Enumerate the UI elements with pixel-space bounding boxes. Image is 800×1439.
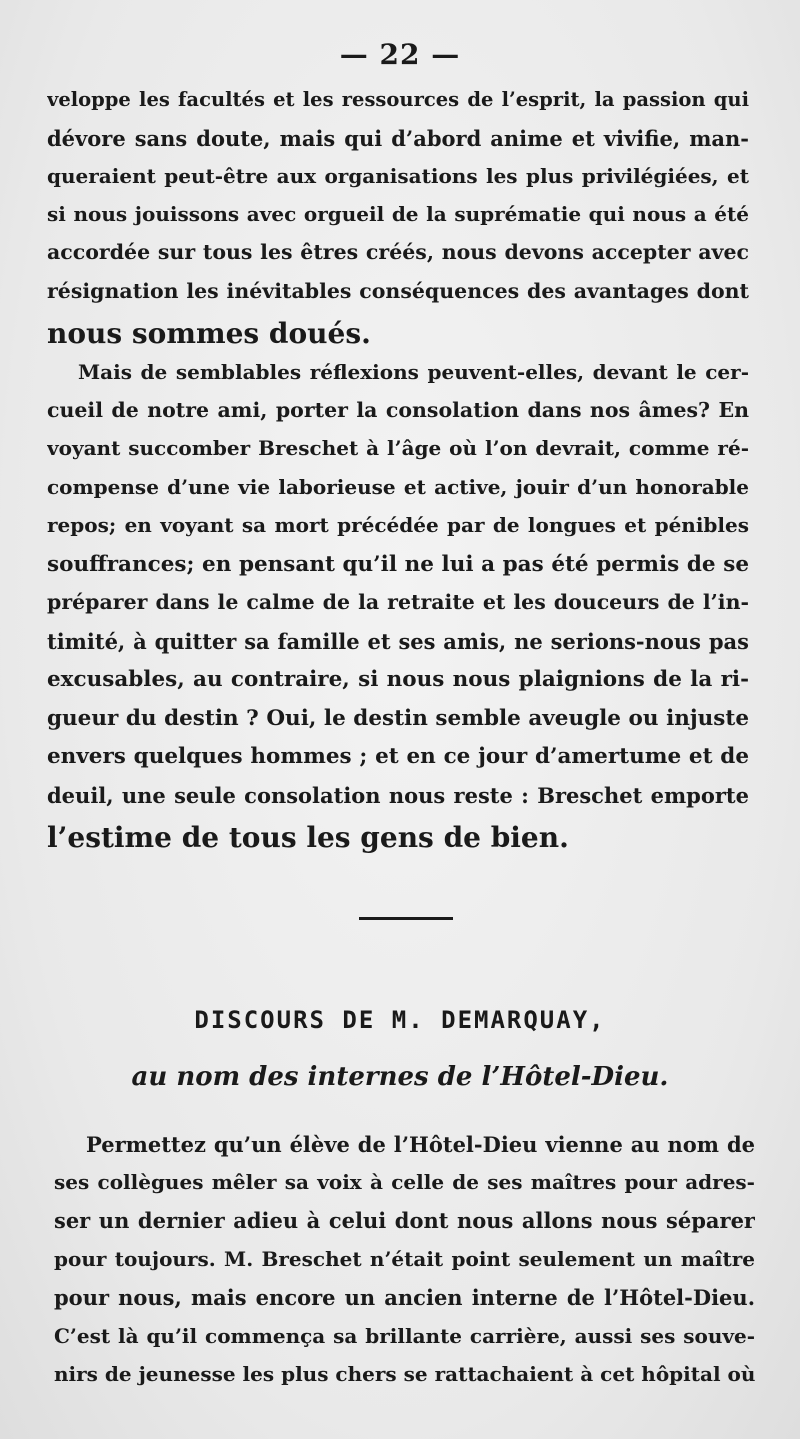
section-subheading: au nom des internes de l’Hôtel-Dieu. xyxy=(131,1062,669,1092)
text-line: pour nous, mais encore un ancien interne de l’Hôtel-Dieu. xyxy=(54,1285,755,1310)
text-line: Permettez qu’un élève de l’Hôtel-Dieu vienne au nom de xyxy=(86,1132,755,1157)
section-heading: DISCOURS DE M. DEMARQUAY, xyxy=(194,1006,606,1034)
text-line: gueur du destin ? Oui, le destin semble aveugle ou injuste xyxy=(47,706,749,731)
text-line: résignation les inévitables conséquences des avantages dont xyxy=(47,279,749,303)
text-line: souffrances; en pensant qu’il ne lui a pas été permis de se xyxy=(47,552,749,577)
text-line: repos; en voyant sa mort précédée par de longues et pénibles xyxy=(47,513,749,537)
text-line: deuil, une seule consolation nous reste : Breschet emporte xyxy=(47,783,749,808)
text-line: Mais de semblables réflexions peuvent-elles, devant le cer- xyxy=(78,360,749,384)
text-line: veloppe les facultés et les ressources de l’esprit, la passion qui xyxy=(47,88,749,111)
page-number: — 22 — xyxy=(339,38,461,71)
text-line: accordée sur tous les êtres créés, nous devons accepter avec xyxy=(47,240,749,264)
text-line: nirs de jeunesse les plus chers se rattachaient à cet hôpital où xyxy=(54,1362,755,1386)
text-line: queraient peut-être aux organisations les plus privilégiées, et xyxy=(47,164,749,188)
text-line: timité, à quitter sa famille et ses amis, ne serions-nous pas xyxy=(47,629,749,654)
text-line: envers quelques hommes ; et en ce jour d’amertume et de xyxy=(47,744,749,769)
text-line: pour toujours. M. Breschet n’était point seulement un maître xyxy=(54,1247,755,1271)
text-line: préparer dans le calme de la retraite et les douceurs de l’in- xyxy=(47,590,749,614)
text-line: C’est là qu’il commença sa brillante carrière, aussi ses souve- xyxy=(54,1324,755,1348)
text-line: l’estime de tous les gens de bien. xyxy=(47,821,569,854)
text-line: cueil de notre ami, porter la consolation dans nos âmes? En xyxy=(47,398,749,422)
text-line: dévore sans doute, mais qui d’abord anime et vivifie, man- xyxy=(47,126,749,151)
text-line: si nous jouissons avec orgueil de la suprématie qui nous a été xyxy=(47,202,749,226)
text-line: ses collègues mêler sa voix à celle de ses maîtres pour adres- xyxy=(54,1170,755,1194)
text-line: ser un dernier adieu à celui dont nous allons nous séparer xyxy=(54,1208,755,1233)
section-divider xyxy=(359,917,453,920)
text-line: voyant succomber Breschet à l’âge où l’on devrait, comme ré- xyxy=(47,436,749,460)
text-line: compense d’une vie laborieuse et active, jouir d’un honorable xyxy=(47,475,749,499)
text-line: excusables, au contraire, si nous nous plaignions de la ri- xyxy=(47,667,749,692)
text-line: nous sommes doués. xyxy=(47,317,371,350)
